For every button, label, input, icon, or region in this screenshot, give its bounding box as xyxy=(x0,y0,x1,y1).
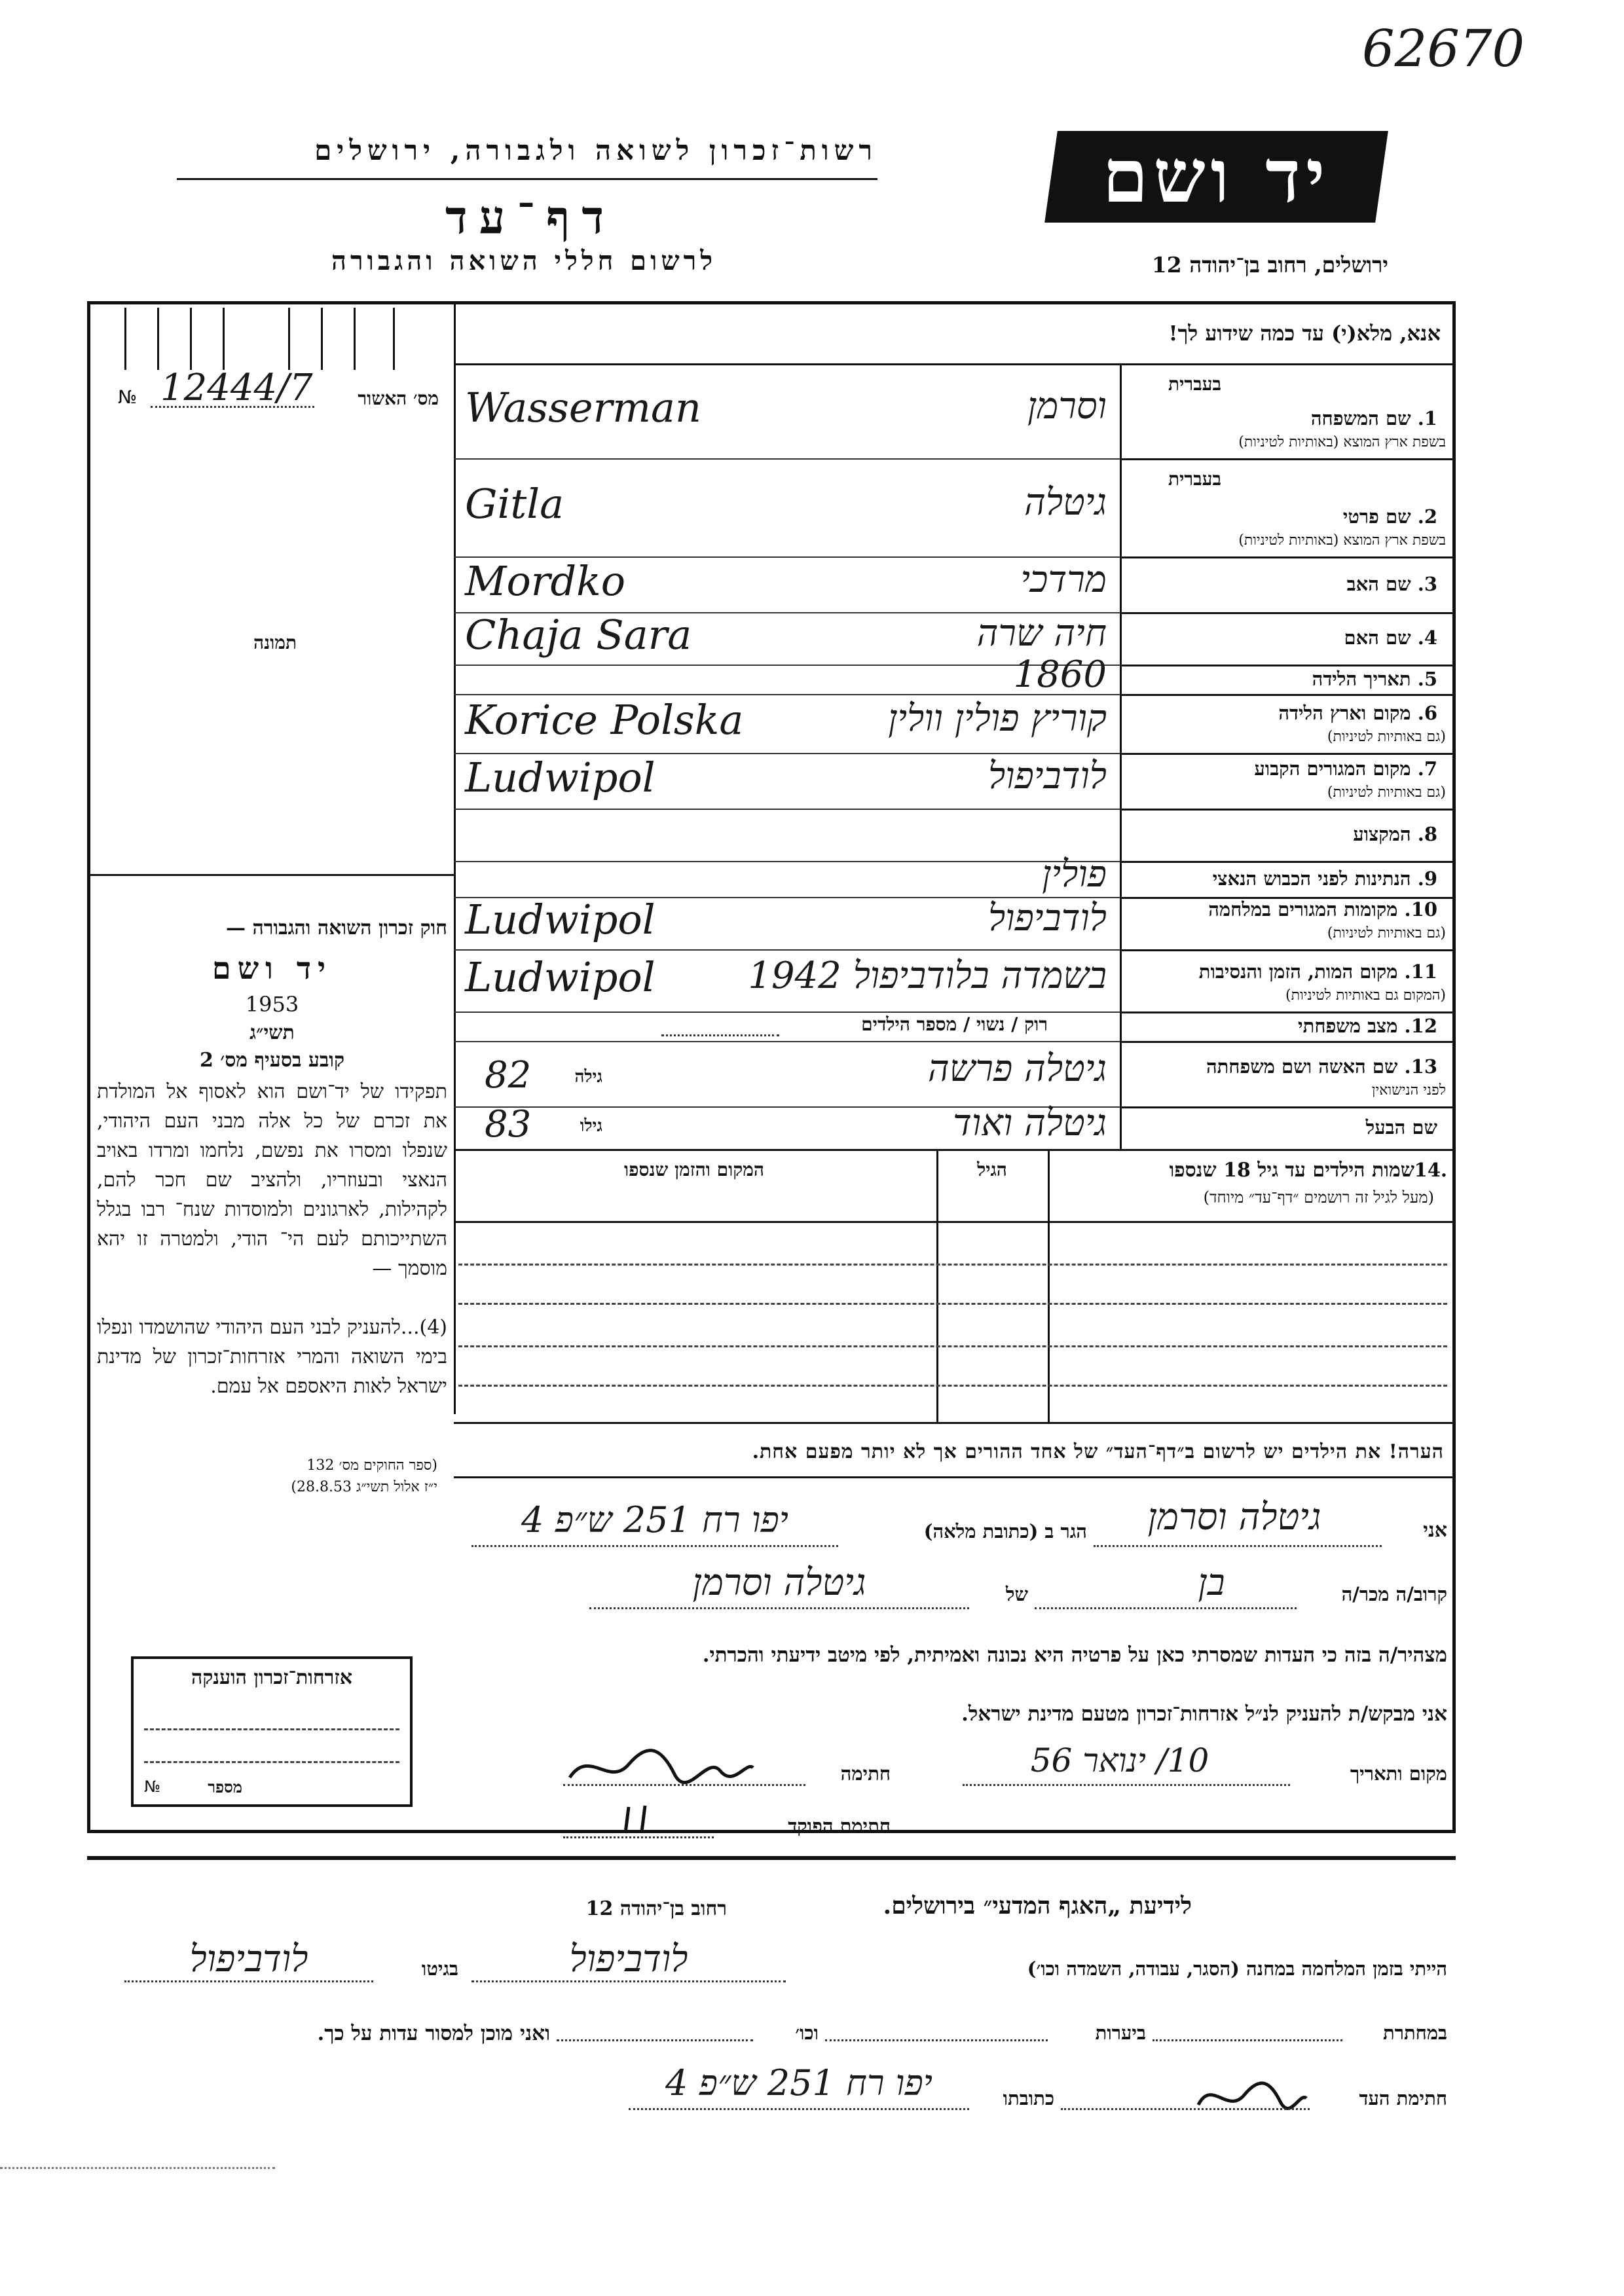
value-divider xyxy=(454,458,1120,460)
value-latin: Korice Polska xyxy=(465,696,744,744)
ghetto-value: לודביפול xyxy=(189,1938,308,1980)
row-label: 13. שם האשה ושם משפחתה xyxy=(1206,1055,1437,1078)
children-num: 14. xyxy=(1414,1159,1447,1181)
law-section: קובע בסעיף מס׳ 2 xyxy=(199,1049,345,1072)
signature-line xyxy=(563,1784,805,1786)
row-sublabel: (גם באותיות לטיניות) xyxy=(1327,925,1446,941)
children-place-col: המקום והזמן שנספו xyxy=(624,1159,764,1180)
children-header-sub: (מעל לגיל זה רושמים ״דף־עד״ מיוחד) xyxy=(1203,1188,1434,1207)
value-latin: Gitla xyxy=(465,480,564,528)
row-sublabel: לפני הנישואין xyxy=(1371,1082,1446,1099)
value-hebrew: חיה שרה xyxy=(976,612,1107,655)
logo-text: יד ושם xyxy=(1102,134,1331,219)
row-label: 12. מצב משפחתי xyxy=(1298,1014,1437,1037)
witness-signature xyxy=(1192,2069,1310,2121)
value-latin: Ludwipol xyxy=(465,753,655,801)
camp-value: לודביפול xyxy=(569,1938,688,1980)
value-hebrew: גיטלה ואוד xyxy=(953,1101,1107,1144)
cert-no-line xyxy=(151,406,314,408)
law-title: חוק זכרון השואה והגבורה — xyxy=(226,917,447,939)
row-label: 6. מקום וארץ הלידה xyxy=(1278,702,1437,724)
row-divider xyxy=(1120,556,1456,558)
ready-label: ואני מוכן למסור עדות על כך. xyxy=(317,2022,550,2045)
bottom-title: לידיעת „האגף המדעי״ בירושלים. xyxy=(883,1892,1192,1920)
row-divider xyxy=(1120,458,1456,460)
value-latin: Mordko xyxy=(465,556,626,605)
place-date-line xyxy=(963,1784,1290,1786)
children-col-2 xyxy=(1048,1149,1050,1424)
children-row-line-2 xyxy=(458,1303,1447,1305)
official-signature-label: חתימת הפוקד xyxy=(788,1815,891,1837)
witness-address-label: כתובתו xyxy=(1003,2087,1054,2109)
forests-label: ביערות xyxy=(1095,2022,1146,2044)
bottom-address: רחוב בן־יהודה 12 xyxy=(585,1897,727,1920)
law-text-2: (4)...להעניק לבני העם היהודי שהושמדו ונפלו בימי השואה והמרי אזרחות־זכרון של מדינת ישראל לאות היאספם אל עמם. xyxy=(97,1316,447,1398)
etc-label: וכו׳ xyxy=(795,2022,819,2044)
row-divider xyxy=(1120,861,1456,863)
value-hebrew: גיטלה פרשה xyxy=(927,1048,1107,1090)
children-row-line-1 xyxy=(458,1264,1447,1266)
row-label: 1. שם המשפחה xyxy=(1310,407,1437,429)
official-signature-mark xyxy=(616,1800,668,1840)
resident-at-label: הגר ב (כתובת מלאה) xyxy=(923,1520,1087,1542)
children-header: שמות הילדים עד גיל 18 שנספו xyxy=(1169,1159,1414,1182)
value-hebrew: לודביפול xyxy=(988,754,1107,797)
yad-vashem-logo xyxy=(1044,131,1388,223)
sidebar-top-cells xyxy=(98,308,413,370)
row-divider xyxy=(1120,665,1456,666)
form-subtitle: לרשום חללי השואה והגבורה xyxy=(331,246,717,276)
row-label: 3. שם האב xyxy=(1346,572,1437,595)
law-ref: (ספר החוקים מס׳ 132 xyxy=(306,1457,437,1474)
was-label: הייתי בזמן המלחמה במחנה (הסגר, עבודה, השמדה וכו׳) xyxy=(1027,1958,1447,1980)
label-column-divider xyxy=(1120,363,1122,1149)
of-name-line xyxy=(589,1607,969,1609)
value-latin: Ludwipol xyxy=(465,896,655,943)
witness-address: יפו רח 251 ש״פ 4 xyxy=(665,2062,932,2104)
value-divider xyxy=(454,949,1120,951)
relation-line xyxy=(1035,1607,1297,1609)
row-sublabel: (גם באותיות לטיניות) xyxy=(1327,784,1446,801)
witness-address-line xyxy=(629,2108,969,2110)
signature-label: חתימה xyxy=(840,1762,891,1785)
law-text: תפקידו של יד־ושם הוא לאסוף אל המולדת את זכרם של כל אלה מבני העם היהודי, שנפלו ומסרו את נפשם, נלחמו ומרדו באויב הנאצי ובעוזריו, ולהציב שם חכר להם, לקהילות, לארגונים ולמוסדות שנח־ רבו בגלל השתייכותם לעם הי־ הודי, ולמטרה זו יהא מוסמך — xyxy=(97,1080,447,1280)
row-divider xyxy=(1120,694,1456,696)
children-row-line-3 xyxy=(458,1345,1447,1347)
row-label: 7. מקום המגורים הקבוע xyxy=(1254,757,1437,780)
value-divider xyxy=(454,809,1120,810)
age-wife-value: 82 xyxy=(485,1054,532,1097)
row-label: 10. מקומות המגורים במלחמה xyxy=(1208,898,1437,920)
row-label: 11. מקום המות, הזמן והנסיבות xyxy=(1198,960,1437,983)
photo-label: תמונה xyxy=(253,632,297,653)
value-latin: Chaja Sara xyxy=(465,611,692,659)
marital-line xyxy=(661,1034,779,1036)
citizenship-title: אזרחות־זכרון הוענקה xyxy=(191,1666,353,1689)
children-bottom-border xyxy=(454,1422,1456,1424)
law-year-heb: תשי״ג xyxy=(249,1021,295,1044)
value-divider xyxy=(454,1041,1120,1042)
children-col-1 xyxy=(936,1149,938,1424)
cert-no-label: מס׳ האשור xyxy=(358,388,439,409)
declaration-request: אני מבקש/ת להעניק לנ״ל אזרחות־זכרון מטעם מדינת ישראל. xyxy=(961,1702,1447,1726)
value-hebrew: גיטלה xyxy=(1024,481,1107,524)
row-divider xyxy=(1120,612,1456,614)
note-bottom xyxy=(454,1476,1456,1478)
form-instructions: אנא, מלא(י) עד כמה שידוע לך! xyxy=(1168,321,1441,346)
law-ref-2: י״ז אלול תשי״ג 28.8.53) xyxy=(291,1479,437,1495)
children-age-col: הגיל xyxy=(977,1159,1007,1180)
value-hebrew: מרדכי xyxy=(1020,558,1107,601)
form-title: דף־עד xyxy=(445,190,616,244)
citizenship-no-label: מספר xyxy=(208,1777,242,1796)
ghetto-line xyxy=(124,1980,373,1982)
row-sublabel: (המקום גם באותיות לטיניות) xyxy=(1285,987,1446,1004)
row-sublabel: בשפת ארץ המוצא (באותיות לטיניות) xyxy=(1238,434,1446,450)
row-divider xyxy=(1120,809,1456,811)
declaration-statement: מצהיר/ה בזה כי העדות שמסרתי כאן על פרטיה היא נכונה ואמיתית, לפי מיטב ידיעתי והכרתי. xyxy=(702,1643,1447,1667)
law-name: יד ושם xyxy=(212,951,333,986)
photo-bottom-border xyxy=(87,874,454,876)
law-year: 1953 xyxy=(245,992,299,1017)
value-hebrew: 1860 xyxy=(1013,653,1107,696)
value-latin: Wasserman xyxy=(465,383,701,431)
underground-line xyxy=(1153,2039,1342,2041)
relation-label: קרוב/ה מכר/ה xyxy=(1341,1583,1447,1605)
declarant-line xyxy=(1094,1545,1382,1547)
authority-line: רשות־זכרון לשואה ולגבורה, ירושלים xyxy=(314,134,877,166)
declaration-ani: אני xyxy=(1423,1519,1447,1542)
value-hebrew: לודביפול xyxy=(988,897,1107,939)
bottom-separator xyxy=(87,1856,1456,1860)
row-divider xyxy=(1120,949,1456,951)
instructions-divider xyxy=(454,363,1456,365)
citizenship-no-prefix: № xyxy=(144,1777,160,1796)
hebrew-tag: בעברית xyxy=(1168,373,1221,395)
note-text: הערה! את הילדים יש לרשום ב״דף־העד״ של אחד ההורים אך לא יותר מפעם אחת. xyxy=(752,1440,1444,1463)
relation-value: בן xyxy=(1198,1561,1225,1604)
declarant-address: יפו רח 251 ש״פ 4 xyxy=(521,1499,788,1540)
value-hebrew: קוריץ פולין וולין xyxy=(888,697,1107,740)
marital-options: רוק / נשוי / מספר הילדים xyxy=(861,1013,1048,1035)
row-label: 9. הנתינות לפני הכבוש הנאצי xyxy=(1212,867,1437,890)
children-row-line-4 xyxy=(458,1385,1447,1387)
value-divider xyxy=(454,1011,1120,1013)
age-husband-label: גילו xyxy=(580,1116,602,1136)
witness-signature-line xyxy=(1061,2108,1310,2110)
row-divider xyxy=(1120,1041,1456,1043)
address-line xyxy=(471,1545,838,1547)
value-latin: Ludwipol xyxy=(465,953,655,1001)
age-husband-value: 83 xyxy=(485,1103,532,1146)
row-label: 4. שם האם xyxy=(1344,627,1437,649)
camp-line xyxy=(471,1980,786,1982)
row-divider xyxy=(1120,1106,1456,1108)
row-label: שם הבעל xyxy=(1365,1116,1437,1139)
sidebar-divider xyxy=(454,301,456,1414)
row-divider xyxy=(1120,1011,1456,1013)
row-divider xyxy=(1120,753,1456,755)
row-label: 2. שם פרטי xyxy=(1342,505,1437,528)
stamp-number: 62670 xyxy=(1362,20,1525,79)
ghetto-label: בגיטו xyxy=(421,1958,458,1980)
scan-edge xyxy=(0,2167,275,2169)
declarant-name: גיטלה וסרמן xyxy=(1147,1496,1321,1539)
value-hebrew: פולין xyxy=(1042,852,1107,896)
citizenship-line-2 xyxy=(144,1761,399,1763)
of-name: גיטלה וסרמן xyxy=(692,1561,866,1604)
authority-underline xyxy=(177,178,877,180)
citizenship-line-1 xyxy=(144,1728,399,1730)
etc-line xyxy=(557,2039,753,2041)
children-header-bottom xyxy=(454,1221,1456,1223)
row-sublabel: (גם באותיות לטיניות) xyxy=(1327,729,1446,745)
row-label: 8. המקצוע xyxy=(1353,823,1437,845)
row-sublabel: בשפת ארץ המוצא (באותיות לטיניות) xyxy=(1238,532,1446,549)
row-label: 5. תאריך הלידה xyxy=(1312,667,1437,690)
underground-label: במחתרת xyxy=(1383,2022,1447,2044)
forests-line xyxy=(825,2039,1048,2041)
header-address: ירושלים, רחוב בן־יהודה 12 xyxy=(1151,252,1388,278)
place-date-label: מקום ותאריך xyxy=(1350,1762,1447,1785)
children-top-border xyxy=(454,1149,1456,1151)
of-label: של xyxy=(1005,1583,1028,1605)
age-wife-label: גילה xyxy=(574,1067,602,1087)
cert-no-prefix: № xyxy=(118,386,138,408)
value-hebrew: בשמדה בלודביפול 1942 xyxy=(748,954,1107,997)
place-date-value: 10/ ינואר 56 xyxy=(1030,1741,1209,1779)
witness-signature-label: חתימת העד xyxy=(1359,2087,1447,2109)
cert-no-value: 12444/7 xyxy=(160,367,313,409)
hebrew-tag: בעברית xyxy=(1168,468,1221,490)
value-hebrew: וסרמן xyxy=(1027,384,1107,428)
